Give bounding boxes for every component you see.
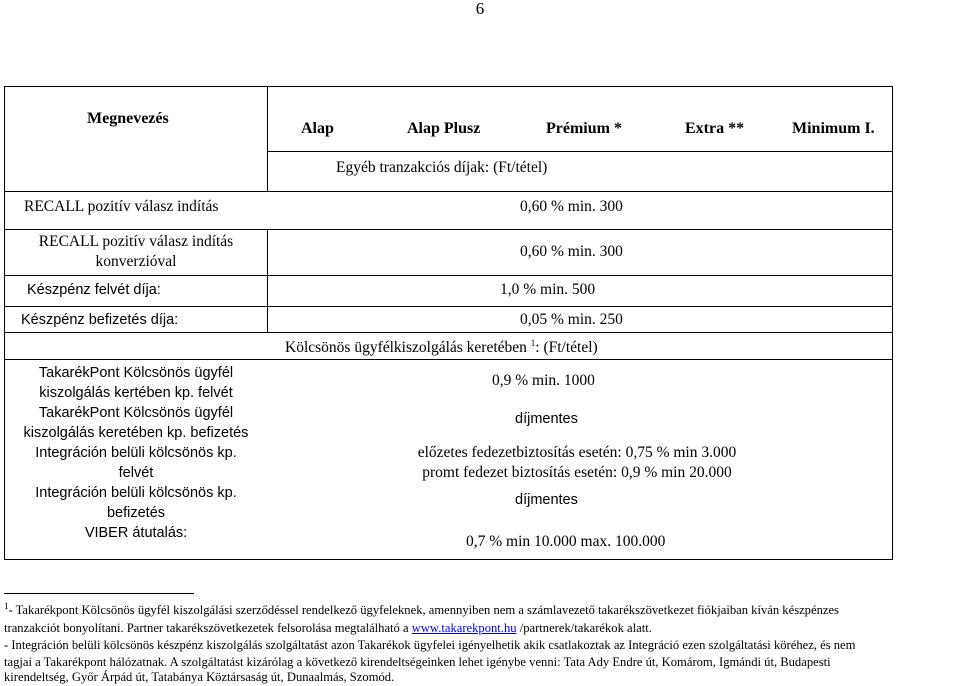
header-name-column: Megnevezés <box>87 110 169 127</box>
header-column-minimum: Minimum I. <box>792 120 875 137</box>
row-label: Készpénz befizetés díja: <box>21 312 179 328</box>
footnote-2-line-2: tagjai a Takarékpont hálózatnak. A szolgáltatást kizárólag a következő kirendeltségeinken lehet igénybe venni: Tata Ady Endre út, Komárom, Igmándi út, Budapesti <box>4 655 831 669</box>
row-divider <box>267 151 892 152</box>
row-value: díjmentes <box>515 411 578 427</box>
row-divider <box>5 275 892 276</box>
header-column-premium: Prémium * <box>546 120 622 137</box>
header-column-alap: Alap <box>301 120 334 137</box>
column-divider <box>267 229 268 332</box>
section-title-other-fees: Egyéb tranzakciós díjak: (Ft/tétel) <box>336 159 548 176</box>
fee-table <box>4 86 893 560</box>
row-divider <box>5 229 892 230</box>
row-value: 0,60 % min. 300 <box>520 198 623 215</box>
row-divider <box>5 359 892 360</box>
header-column-extra: Extra ** <box>685 120 745 137</box>
row-divider <box>5 332 892 333</box>
row-value: 0,60 % min. 300 <box>520 243 623 260</box>
row-label: RECALL pozitív válasz indítás konverzióval <box>38 233 234 270</box>
footnote-1-line-1: $^1$- Takarékpont Kölcsönös ügyfél kiszolgálási szerződéssel rendelkező ügyfeleknek, amennyiben nem a számlavezető takarékszövetkezet fiókjaiban kíván készpénzes <box>4 600 839 617</box>
row-label: Készpénz felvét díja: <box>27 282 161 298</box>
footnote-separator <box>4 593 194 594</box>
row-label: RECALL pozitív válasz indítás <box>24 198 219 215</box>
page-number: 6 <box>475 0 485 18</box>
section-title-shared-service: Kölcsönös ügyfélkiszolgálás keretében $^1$: (Ft/tétel) <box>285 337 598 356</box>
column-divider <box>267 87 268 191</box>
footnote-1-line-2: tranzakciót bonyolítani. Partner takarékszövetkezetek felsorolása megtalálható a www.takarekpont.hu /partnerek/takarékok alatt. <box>4 621 652 635</box>
row-value: 0,05 % min. 250 <box>520 311 623 328</box>
takarekpont-link[interactable]: www.takarekpont.hu <box>411 621 517 635</box>
row-value: 0,7 % min 10.000 max. 100.000 <box>466 533 666 550</box>
row-label: TakarékPont Kölcsönös ügyfél kiszolgálás kertében kp. felvét TakarékPont Kölcsönös ügyfél kiszolgálás keretében kp. befizetés Integráción belüli kölcsönös kp. felvét Integráción belüli kölcsönös kp. befizetés VIBER átutalás: <box>23 365 249 541</box>
row-value: 0,9 % min. 1000 <box>492 372 595 389</box>
row-value: díjmentes <box>515 492 578 508</box>
footnote-2-line-1: - Integráción belüli kölcsönös készpénz kiszolgálás szolgáltatást azon Takarékok ügyfelei igényelhetik akik csatlakoztak az Integráció ezen szolgáltatási köréhez, és nem <box>4 638 856 652</box>
row-value: előzetes fedezetbiztosítás esetén: 0,75 % min 3.000 promt fedezet biztosítás esetén: 0,9 % min 20.000 <box>417 444 737 481</box>
header-column-alap-plusz: Alap Plusz <box>407 120 481 137</box>
row-value: 1,0 % min. 500 <box>500 281 596 298</box>
footnote-2-line-3: kirendeltség, Győr Árpád út, Tatabánya Köztársaság út, Dunaalmás, Szomód. <box>4 670 395 684</box>
row-divider <box>5 191 892 192</box>
row-divider <box>5 306 892 307</box>
